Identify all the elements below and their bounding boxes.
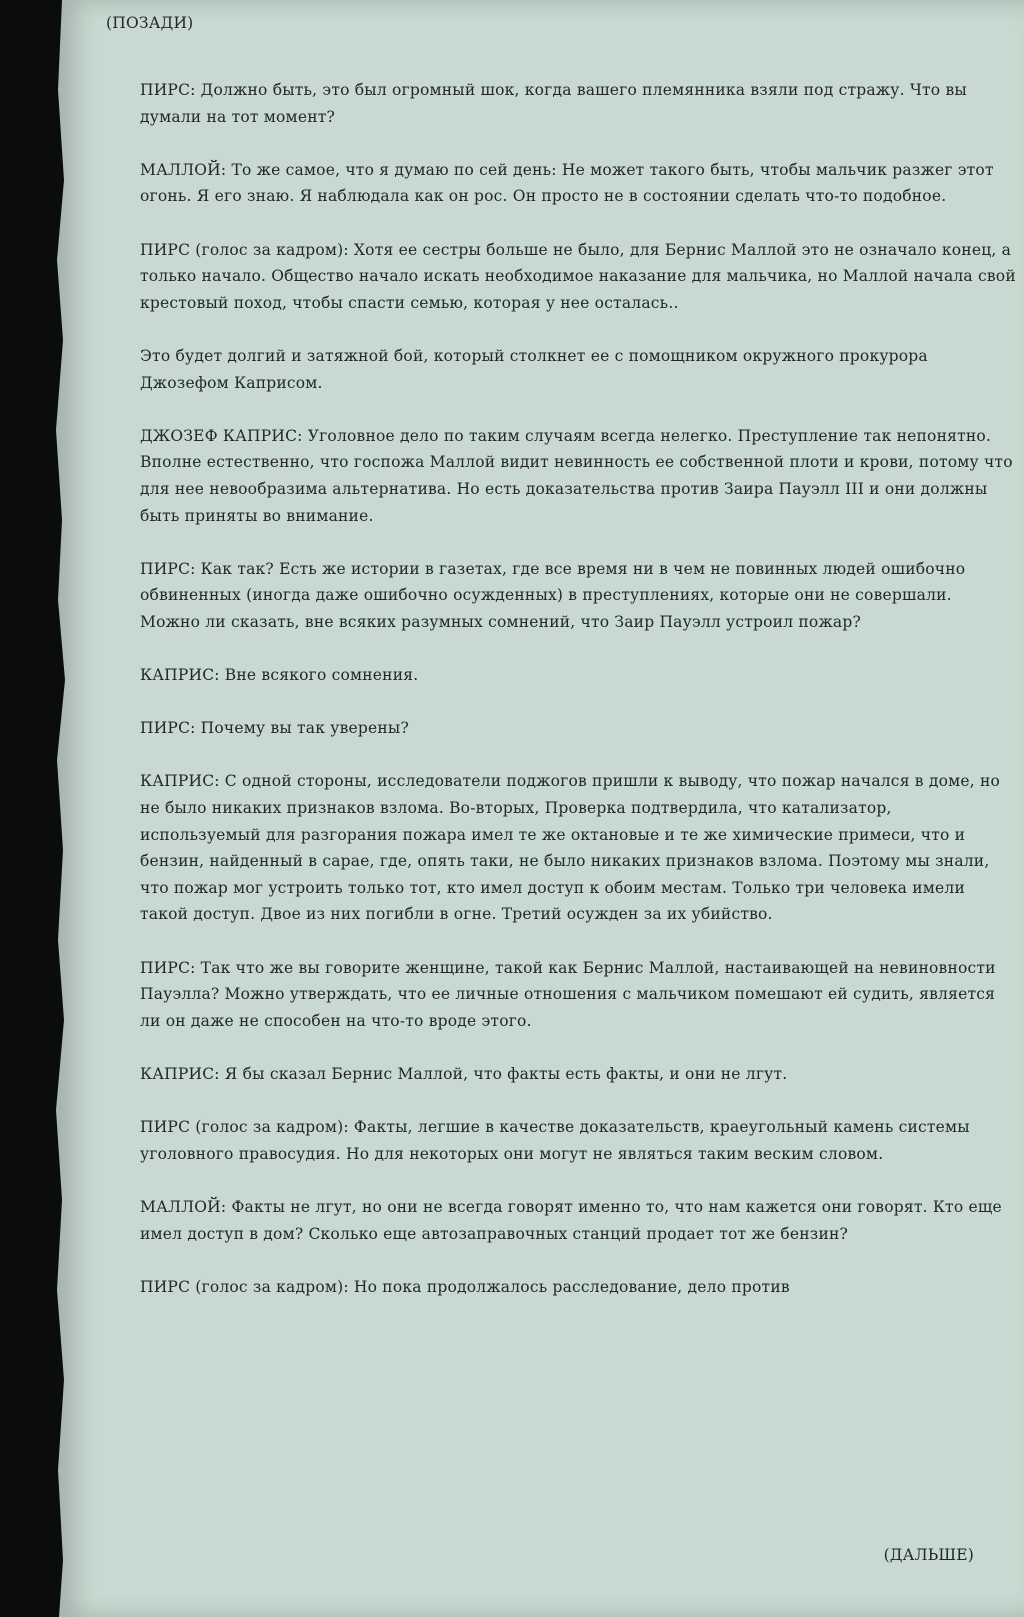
torn-paper-edge (48, 0, 70, 1617)
transcript-paragraph: ПИРС: Так что же вы говорите женщине, такой как Бернис Маллой, настаивающей на невиновности Пауэлла? Можно утверждать, что ее личные отношения с мальчиком помешают ей судить, является ли он даже не способен на что-то вроде этого. (140, 958, 996, 1030)
transcript-paragraph: ПИРС: Должно быть, это был огромный шок, когда вашего племянника взяли под стражу. Что вы думали на тот момент? (140, 81, 967, 126)
transcript-paragraph: КАПРИС: С одной стороны, исследователи поджогов пришли к выводу, что пожар начался в доме, но не было никаких признаков взлома. Во-вторых, Проверка подтвердила, что катализатор, используемый для разгорания пожара имел те же октановые и те же химические примеси, что и бензин, найденный в сарае, где, опять таки, не было никаких признаков взлома. Поэтому мы знали, что пожар мог устроить только тот, кто имел доступ к обоим местам. Только три человека имели такой доступ. Двое из них погибли в огне. Третий осужден за их убийство. (140, 772, 1001, 924)
transcript-paragraph: КАПРИС: Я бы сказал Бернис Маллой, что факты есть факты, и они не лгут. (140, 1064, 788, 1083)
transcript-paragraph: КАПРИС: Вне всякого сомнения. (140, 666, 419, 685)
document-page (56, 0, 1024, 1617)
transcript-paragraph: ПИРС: Как так? Есть же истории в газетах, где все время ни в чем не повинных людей ошибочно обвиненных (иногда даже ошибочно осужденных) в преступлениях, которые они не совершали. Можно ли сказать, вне всяких разумных сомнений, что Заир Пауэлл устроил пожар? (140, 559, 966, 631)
transcript-body (140, 77, 1016, 1327)
transcript-paragraph: ПИРС (голос за кадром): Факты, легшие в качестве доказательств, краеугольный камень системы уголовного правосудия. Но для некоторых они могут не являться таким веским словом. (140, 1118, 970, 1163)
transcript-paragraph: МАЛЛОЙ: Факты не лгут, но они не всегда говорят именно то, что нам кажется они говорят. Кто еще имел доступ в дом? Сколько еще автозаправочных станций продает тот же бензин? (140, 1197, 1002, 1243)
transcript-paragraph: Это будет долгий и затяжной бой, который столкнет ее с помощником окружного прокурора Джозефом Каприсом. (140, 346, 928, 392)
page-header-back: (ПОЗАДИ) (106, 14, 194, 32)
transcript-paragraph: ПИРС (голос за кадром): Но пока продолжалось расследование, дело против (140, 1277, 790, 1296)
transcript-paragraph: МАЛЛОЙ: То же самое, что я думаю по сей день: Не может такого быть, чтобы мальчик разжег этот огонь. Я его знаю. Я наблюдала как он рос. Он просто не в состоянии сделать что-то подобное. (140, 160, 994, 206)
transcript-paragraph: ДЖОЗЕФ КАПРИС: Уголовное дело по таким случаям всегда нелегко. Преступление так непонятно. Вполне естественно, что госпожа Маллой видит невинность ее собственной плоти и крови, потому что для нее невообразима альтернатива. Но есть доказательства против Заира Пауэлл III и они должны быть приняты во внимание. (140, 426, 1013, 525)
page-footer-next: (ДАЛЬШЕ) (883, 1546, 974, 1564)
transcript-paragraph: ПИРС: Почему вы так уверены? (140, 719, 409, 738)
transcript-paragraph: ПИРС (голос за кадром): Хотя ее сестры больше не было, для Бернис Маллой это не означало конец, а только начало. Общество начало искать необходимое наказание для мальчика, но Маллой начала свой крестовый поход, чтобы спасти семью, которая у нее осталась.. (140, 240, 1016, 312)
